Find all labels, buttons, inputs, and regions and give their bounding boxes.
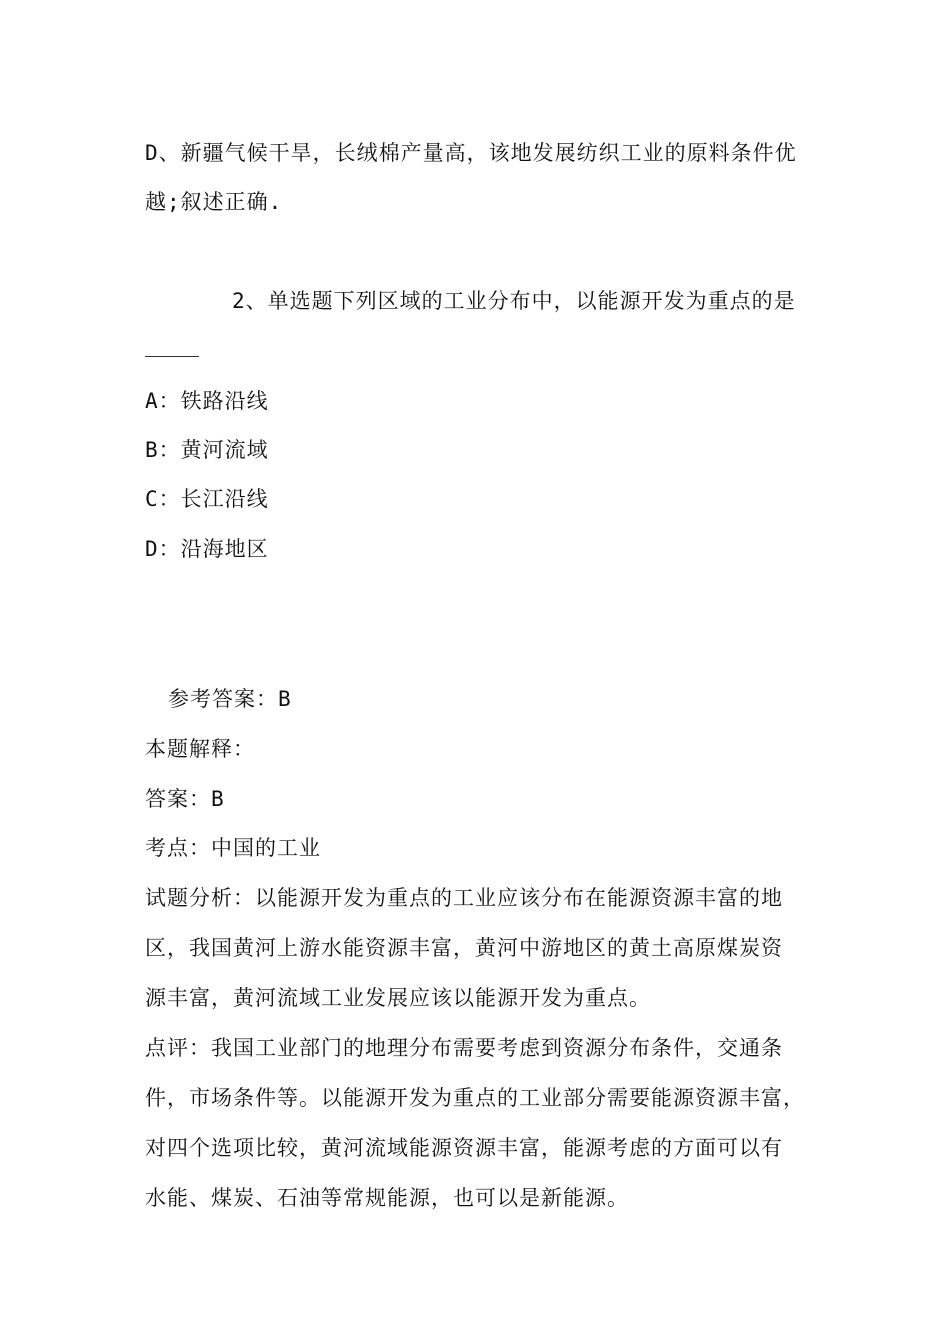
analysis-line: 试题分析：以能源开发为重点的工业应该分布在能源资源丰富的地 xyxy=(145,886,783,910)
previous-option-d-line1: D、新疆气候干旱，长绒棉产量高，该地发展纺织工业的原料条件优 xyxy=(145,141,797,165)
explanation-title: 本题解释： xyxy=(145,737,255,761)
reference-answer: 参考答案：B xyxy=(168,687,292,711)
topic-line: 考点：中国的工业 xyxy=(145,836,321,860)
comment-line: 件，市场条件等。以能源开发为重点的工业部分需要能源资源丰富， xyxy=(145,1086,805,1110)
question-stem: 2、单选题下列区域的工业分布中，以能源开发为重点的是 xyxy=(232,289,796,313)
answer-blank xyxy=(145,356,199,357)
option-d: D：沿海地区 xyxy=(145,537,269,561)
comment-line: 水能、煤炭、石油等常规能源，也可以是新能源。 xyxy=(145,1186,629,1210)
option-a: A：铁路沿线 xyxy=(145,389,269,413)
comment-line: 点评：我国工业部门的地理分布需要考虑到资源分布条件，交通条 xyxy=(145,1036,783,1060)
option-c: C：长江沿线 xyxy=(145,487,269,511)
comment-line: 对四个选项比较，黄河流域能源资源丰富，能源考虑的方面可以有 xyxy=(145,1136,783,1160)
analysis-line: 源丰富，黄河流域工业发展应该以能源开发为重点。 xyxy=(145,986,651,1010)
answer-line: 答案：B xyxy=(145,787,225,811)
previous-option-d-line2: 越;叙述正确. xyxy=(145,190,283,214)
analysis-line: 区，我国黄河上游水能资源丰富，黄河中游地区的黄土高原煤炭资 xyxy=(145,936,783,960)
option-b: B：黄河流域 xyxy=(145,438,269,462)
